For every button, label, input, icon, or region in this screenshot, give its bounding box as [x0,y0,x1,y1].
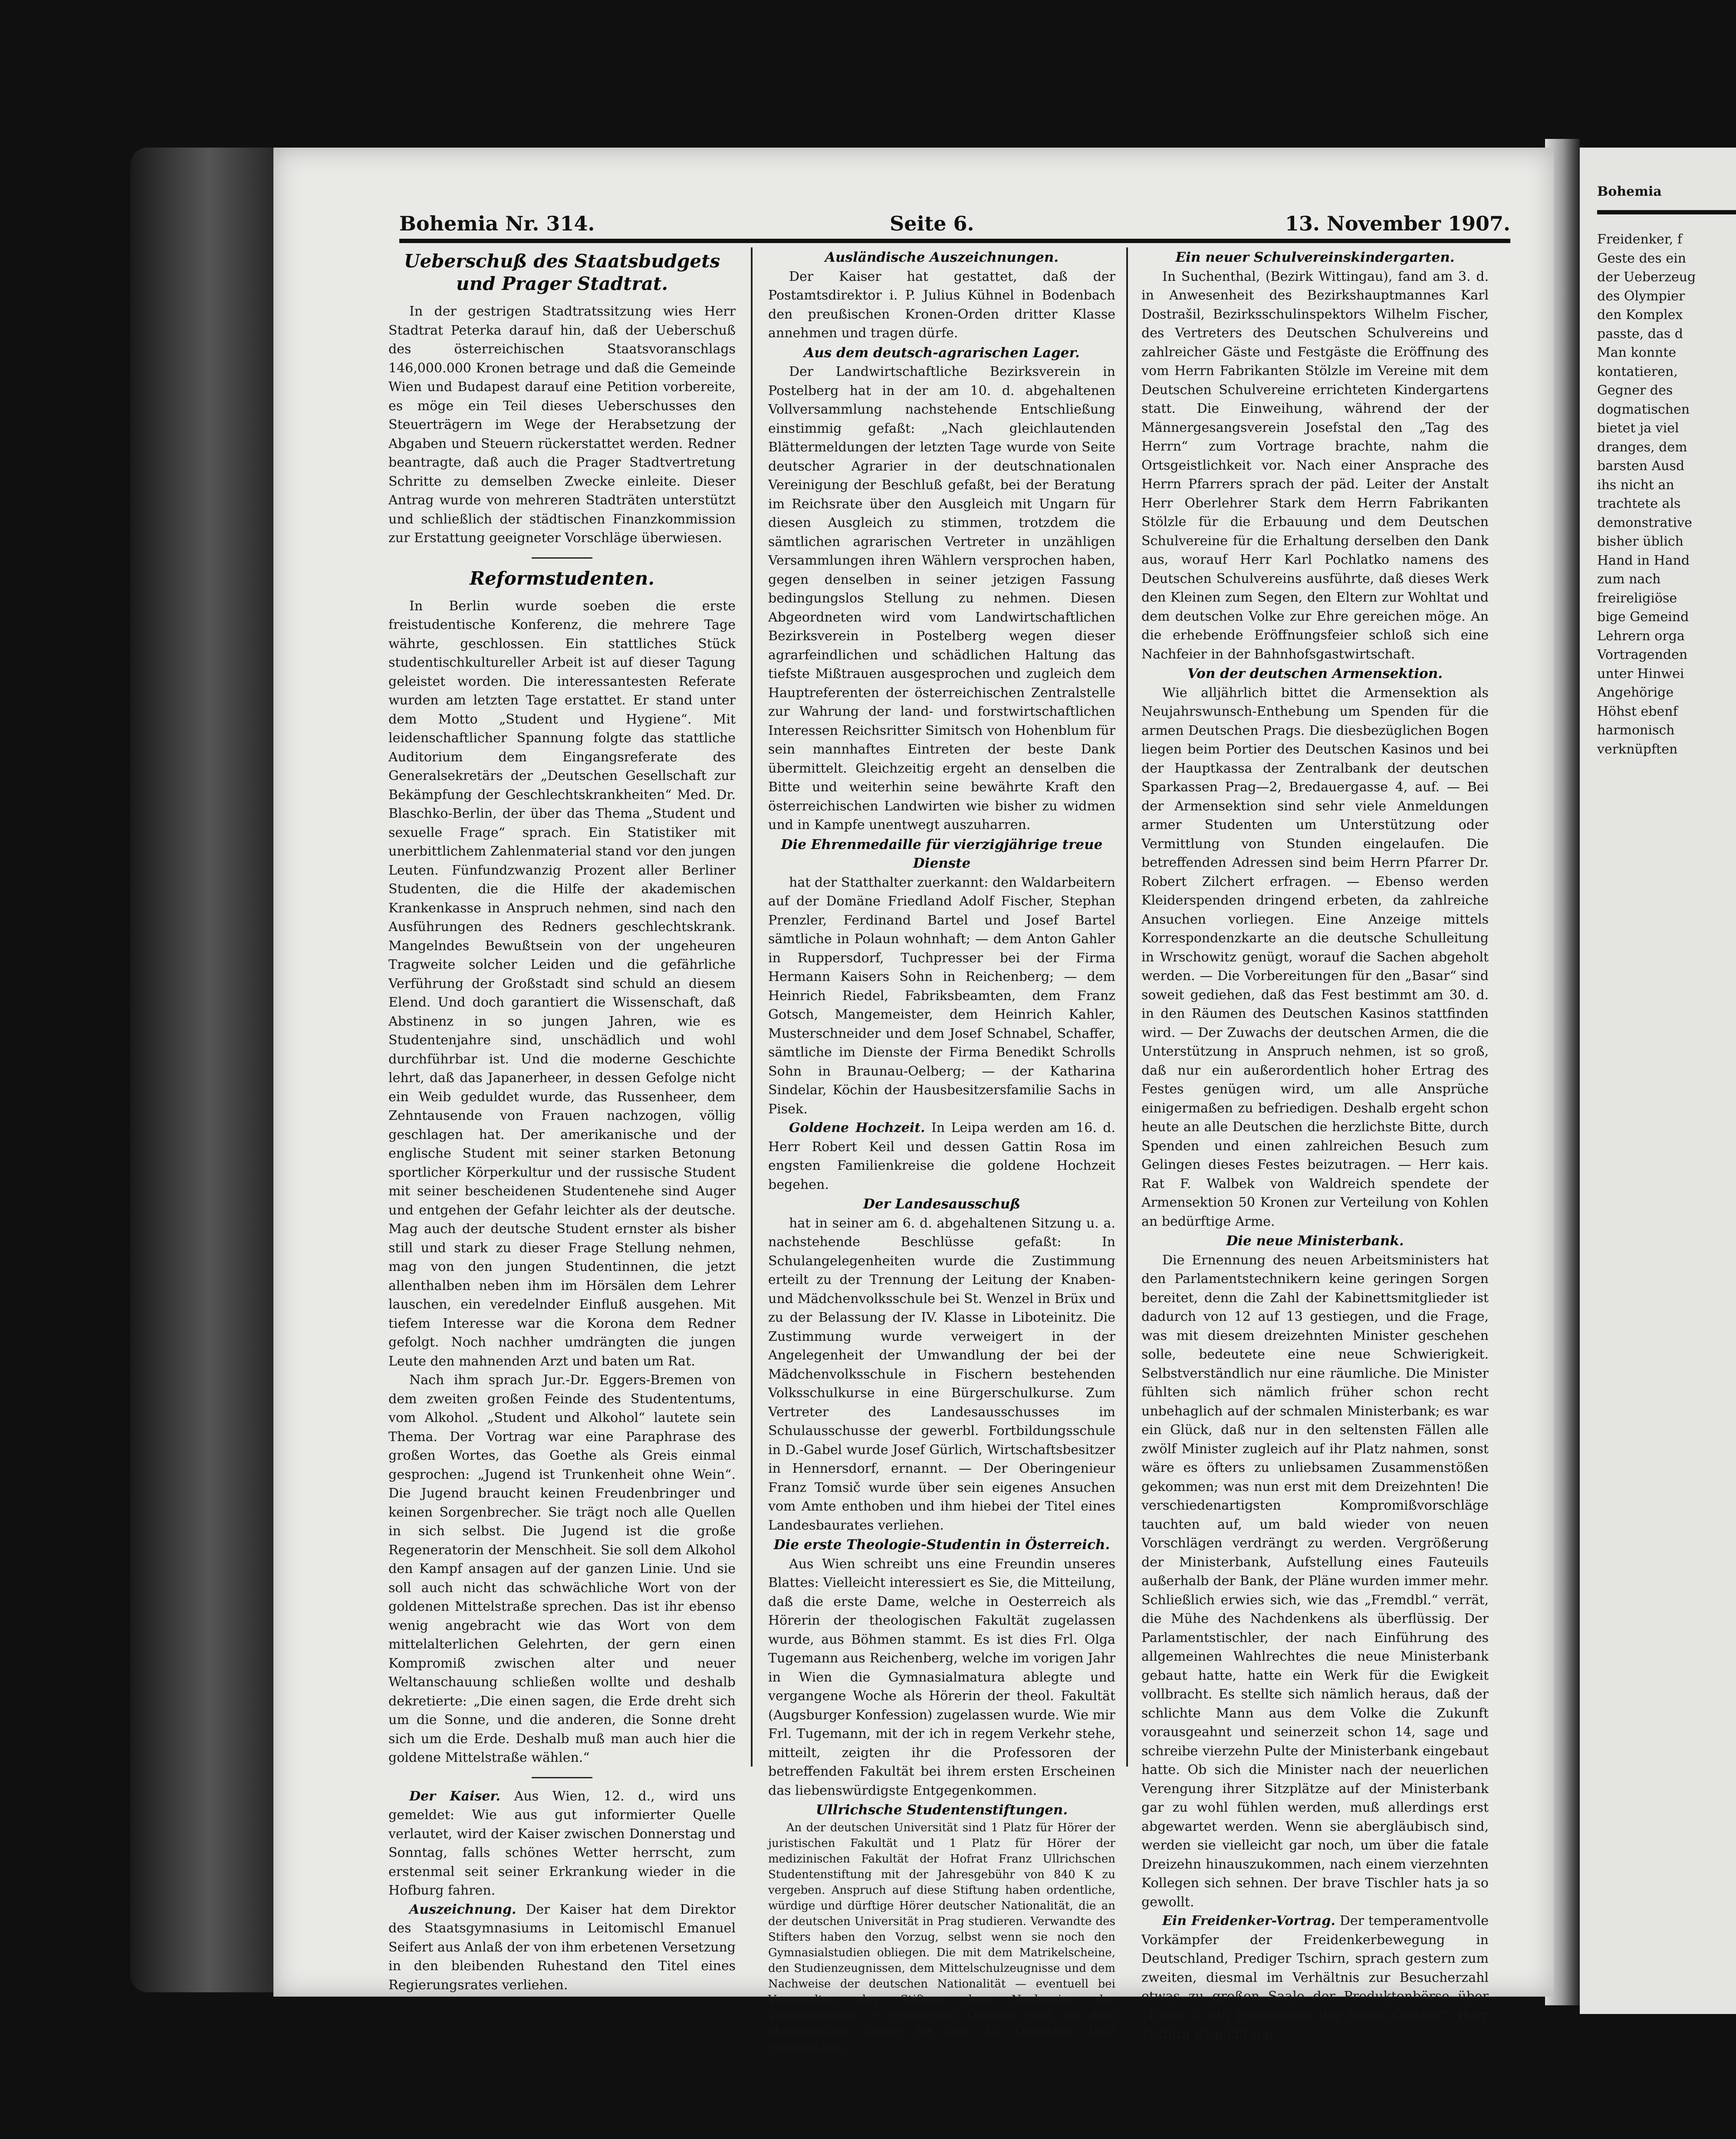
news-item-lead: Goldene Hochzeit. [789,1120,925,1135]
article-divider [532,557,592,559]
article-paragraph: Die Ernennung des neuen Arbeitsministers hat den Parlamentstechnikern keine geringen Sorgen bereitet, denn die Zahl der Kabinettsmitglieder ist dadurch von 12 auf 13 gestiegen, und die Frage, was mit diesem dreizehnten Minister geschehen solle, bedeutete eine neue Schwierigkeit. Selbstverständlich nur eine räumliche. Die Minister fühlten sich nämlich früher schon recht unbehaglich auf der schmalen Ministerbank; es war ein Glück, daß nur in den seltensten Fällen alle zwölf Minister zugleich auf ihr Platz nahmen, sonst wäre es öfters zu unliebsamen Zusammenstößen gekommen; was nun erst mit dem Dreizehnten! Die verschiedenartigsten Kompromißvorschläge tauchten auf, um bald wieder von neuen Vorschlägen verdrängt zu werden. Vergrößerung der Ministerbank, Aufstellung eines Fauteuils außerhalb der Bank, der Pläne wurden immer mehr. Schließlich erwies sich, wie das „Fremdbl.“ verrät, die Mühe des Nachdenkens als überflüssig. Der Parlamentstischler, der nach Einführung des allgemeinen Wahlrechtes die neue Ministerbank gebaut hatte, hatte ein Werk für die Ewigkeit vollbracht. Es stellte sich nämlich heraus, daß der schlichte Mann aus dem Volke die Zukunft vorausgeahnt und seinerzeit schon 14, sage und schreibe vierzehn Pulte der Ministerbank eingebaut hatte. Ob sich die Minister nach der neuerlichen Verengung ihrer Sitzplätze auf der Ministerbank gar zu wohl fühlen werden, muß allerdings erst abgewartet werden. Wenn sie abergläubisch sind, werden sie vielleicht gar noch, um über die fatale Dreizehn hinauszukommen, nach einem vierzehnten Kollegen sich sehnen. Der brave Tischler hats ja so gewollt. [1141,1252,1489,1910]
section-heading: Der Landesausschuß [863,1196,1021,1212]
section-heading: Von der deutschen Armensektion. [1187,666,1443,681]
adjacent-page-text [1597,230,1736,759]
adjacent-page-line: kontatieren, [1597,364,1678,379]
adjacent-page-line: Geste des ein [1597,250,1687,266]
header-page-number: Seite 6. [890,212,974,235]
adjacent-page-line: des Olympier [1597,288,1685,304]
column-rule [751,247,753,1767]
article-paragraph: Wie alljährlich bittet die Armensektion als Neujahrswunsch-Enthebung um Spenden für die armen Deutschen Prags. Die diesbezüglichen Bogen liegen beim Portier des Deutschen Kasinos und bei der Hauptkassa der Zentralbank der deutschen Sparkassen Prag—2, Bredauergasse 4, auf. — Bei der Armensektion sind sehr viele Anmeldungen armer Studenten um Unterstützung oder Vermittlung von Stunden eingelaufen. Die betreffenden Adressen sind beim Herrn Pfarrer Dr. Robert Zilchert erfragen. — Ebenso werden Kleiderspenden dringend erbeten, da zahlreiche Ansuchen vorliegen. Eine Anzeige mittels Korrespondenzkarte an die deutsche Schulleitung in Wrschowitz genügt, worauf die Sachen abgeholt werden. — Die Vorbereitungen für den „Basar“ sind soweit gediehen, daß das Fest bestimmt am 30. d. in den Räumen des Deutschen Kasinos stattfinden wird. — Der Zuwachs der deutschen Armen, die die Unterstützung in Anspruch nehmen, ist so groß, daß nur ein außerordentlich hoher Ertrag des Festes genügen wird, um alle Ansprüche einigermaßen zu befriedigen. Deshalb ergeht schon heute an alle Deutschen die herzlichste Bitte, durch Spenden und einen zahlreichen Besuch zum Gelingen dieses Festes beizutragen. — Herr kais. Rat F. Walbek von Waldreich spendete der Armensektion 50 Kronen zur Verteilung von Kohlen an bedürftige Arme. [1141,685,1489,1229]
news-item-lead: Auszeichnung. [409,1902,516,1917]
header-date: 13. November 1907. [1285,212,1510,235]
news-item [1141,1912,1489,2044]
article-divider [532,1777,592,1778]
news-item-lead: Ein Freidenker-Vortrag. [1162,1913,1335,1928]
header-masthead: Bohemia Nr. 314. [399,212,595,235]
adjacent-page-line: Gegner des [1597,383,1673,398]
adjacent-page-header: Bohemia [1597,182,1736,214]
article-paragraph: In Suchenthal, (Bezirk Wittingau), fand am 3. d. in Anwesenheit des Bezirkshauptmannes Karl Dostrašil, Bezirksschulinspektors Wilhelm Fischer, des Vertreters des Deutschen Schulvereins und zahlreicher Gäste und Festgäste die Eröffnung des vom Herrn Fabrikanten Stölzle im Vereine mit dem Deutschen Schulvereine errichteten Kindergartens statt. Die Einweihung, während der der Männergesangsverein Josefstal den „Tag des Herrn“ zum Vortrage brachte, nahm die Ortsgeistlichkeit vor. Nach einer Ansprache des Herrn Pfarrers sprach der päd. Leiter der Anstalt Herr Oberlehrer Stark dem Herrn Fabrikanten Stölzle für die Erbauung und dem Deutschen Schulvereine für die Erhaltung derselben den Dank aus, worauf Herr Karl Pochlatko namens des Deutschen Schulvereins ausführte, daß dieses Werk den Kleinen zum Segen, den Eltern zur Wohltat und dem deutschen Volke zur Ehre gereichen möge. An die erhebende Eröffnungsfeier schloß sich eine Nachfeier in der Bahnhofsgastwirtschaft. [1141,269,1489,662]
adjacent-page-line: verknüpften [1597,741,1678,757]
column-1 [388,247,736,1994]
adjacent-page-line: harmonisch [1597,723,1675,738]
column-3 [1141,247,1489,2044]
adjacent-page-line: Vortragenden [1597,647,1688,662]
section-heading: Die Ehrenmedaille für vierzigjährige treue Dienste [781,836,1103,871]
news-item [768,1119,1115,1194]
news-item-text: Aus Wien, 12. d., wird uns gemeldet: Wie aus gut informierter Quelle verlautet, wird der Kaiser zwischen Donnerstag und Sonntag, falls schönes Wetter herrscht, zum erstenmal seit seiner Erkrankung wieder in die Hofburg fahren. [388,1788,736,1898]
article-paragraph: Der Landwirtschaftliche Bezirksverein in Postelberg hat in der am 10. d. abgehaltenen Vollversammlung nachstehende Entschließung einstimmig gefaßt: „Nach gleichlautenden Blättermeldungen der letzten Tage wurde von Seite deutscher Agrarier in der deutschnationalen Vereinigung der Beschluß gefaßt, bei der Beratung im Reichsrate über den Ausgleich mit Ungarn für diesen Ausgleich zu stimmen, trotzdem die sämtlichen agrarischen Vertreter in unzähligen Versammlungen ihren Wählern versprochen haben, gegen denselben in seiner jetzigen Fassung bedingungslos Stellung zu nehmen. Diesen Abgeordneten wird vom Landwirtschaftlichen Bezirksverein in Postelberg wegen dieser agrarfeindlichen und schädlichen Haltung das tiefste Mißtrauen ausgesprochen und zugleich dem Hauptreferenten der österreichischen Zentralstelle zur Wahrung der land- und forstwirtschaftlichen Interessen Reichsritter Simitsch von Hohenblum für sein mannhaftes Eintreten der beste Dank übermittelt. Gleichzeitig ergeht an denselben die Bitte und weiterhin seine bewährte Kraft den österreichischen Landwirten wie bisher zu widmen und in Kampfe unentwegt auszuharren. [768,364,1115,833]
news-item-lead: Der Kaiser. [409,1788,500,1804]
news-item [388,1900,736,1995]
adjacent-page-line: Lehrern orga [1597,628,1685,644]
adjacent-page-line: Man konnte [1597,345,1677,360]
news-item-text: Der temperamentvolle Vorkämpfer der Freidenkerbewegung in Deutschland, Prediger Tschirn, sprach gestern zum zweiten, diesmal im Verhältnis zur Besucherzahl etwas zu großen Saale der Produktenbörse über „Faust — ein Evangelium der freien Geister“. Herr Tschirn ist nicht nur [1141,1913,1489,2042]
adjacent-page-line: ihs nicht an [1597,477,1674,493]
adjacent-page-line: Freidenker, f [1597,232,1682,247]
adjacent-page-line: bietet ja viel [1597,421,1679,436]
section-heading: Ullrichsche Studentenstiftungen. [815,1802,1068,1818]
adjacent-page-line: trachtete als [1597,496,1681,511]
section-heading: Die neue Ministerbank. [1226,1233,1404,1249]
adjacent-page-line: Angehörige [1597,685,1674,700]
section-heading: Ein neuer Schulvereinskindergarten. [1175,250,1455,265]
adjacent-page-line: der Ueberzeug [1597,270,1696,285]
adjacent-page-line: zum nach [1597,572,1661,587]
adjacent-page-line: dogmatischen [1597,401,1690,417]
article-paragraph: In Berlin wurde soeben die erste freistudentische Konferenz, die mehrere Tage währte, geschlossen. Ein stattliches Stück studentischkultureller Arbeit ist auf dieser Tagung geleistet worden. Die interessantesten Referate wurden am letzten Tage erstattet. Er stand unter dem Motto „Student und Hygiene“. Mit leidenschaftlicher Spannung folgte das stattliche Auditorium dem Eingangsreferate des Generalsekretärs der „Deutschen Gesellschaft zur Bekämpfung der Geschlechtskrankheiten“ Med. Dr. Blaschko-Berlin, der über das Thema „Student und sexuelle Frage“ sprach. Ein Statistiker mit unerbittlichem Zahlenmaterial stand vor den jungen Leuten. Fünfundzwanzig Prozent aller Berliner Studenten, die die Hilfe der akademischen Krankenkasse in Anspruch nehmen, sind nach den Ausführungen des Redners geschlechtskrank. Mangelndes Bewußtsein von der ungeheuren Tragweite solcher Leiden und die gefährliche Verführung der Großstadt sind schuld an diesem Elend. Und doch garantiert die Wissenschaft, daß Abstinenz in so jungen Jahren, wie es Studentenjahre sind, unschädlich und wohl durchführbar ist. Und die moderne Geschichte lehrt, daß das Japanerheer, in dessen Gefolge nicht ein Weib geduldet wurde, das Russenheer, dem Zehntausende von Frauen nachzogen, völlig geschlagen hat. Der amerikanische und der englische Student mit seiner starken Betonung sportlicher Körperkultur und der russische Student mit seiner bescheidenen Studentenehe sind Auger und entgehen der Gefahr leichter als der deutsche. Mag auch der deutsche Student ernster als bisher still und stark zu dieser Frage Stellung nehmen, mag von den jungen Studentinnen, die jetzt allenthalben neben ihm im Hörsälen dem Lehrer lauschen, ein veredelnder Einfluß ausgehen. Mit tiefem Interesse war die Korona dem Redner gefolgt. Noch nachher umdrängten die jungen Leute den mahnenden Arzt und baten um Rat. [388,598,736,1369]
article-paragraph: In der gestrigen Stadtratssitzung wies Herr Stadtrat Peterka darauf hin, daß der Ueberschuß des österreichischen Staatsvoranschlags 146,000.000 Kronen betrage und daß die Gemeinde Wien und Budapest darauf eine Petition vorbereite, es möge ein Teil dieses Ueberschusses den Steuerträgern im Wege der Herabsetzung der Abgaben und Steuern rückerstattet werden. Redner beantragte, daß auch die Prager Stadtvertretung Schritte zu demselben Zwecke einleite. Dieser Antrag wurde von mehreren Stadträten unterstützt und schließlich der städtischen Finanzkommission zur Erstattung geeigneter Vorschläge überwiesen. [388,304,736,546]
adjacent-page-line: freireligiöse [1597,590,1677,606]
adjacent-page-fragment [1580,148,1736,2014]
book-spine-edge [130,148,273,1992]
page-header [399,195,1510,243]
column-rule [1126,247,1128,1767]
adjacent-page-line: den Komplex [1597,307,1683,322]
adjacent-page-line: bisher üblich [1597,534,1683,549]
adjacent-page-line: Hand in Hand [1597,553,1690,568]
article-paragraph: hat in seiner am 6. d. abgehaltenen Sitzung u. a. nachstehende Beschlüsse gefaßt: In Schulangelegenheiten wurde die Zustimmung erteilt zu der Trennung der Leitung der Knaben- und Mädchenvolksschule bei St. Wenzel in Brüx und zu der Belassung der IV. Klasse in Liboteinitz. Die Zustimmung wurde verweigert in der Angelegenheit der Umwandlung der bei der Mädchenvolksschule in Fischern bestehenden Volksschulkurse in eine Bürgerschulkurse. Zum Vertreter des Landesausschusses im Schulausschusse der gewerbl. Fortbildungsschule in D.-Gabel wurde Josef Gürlich, Wirtschaftsbesitzer in Hennersdorf, ernannt. — Der Oberingenieur Franz Tomsič wurde über sein eigenes Ansuchen vom Amte enthoben und ihm hiebei der Titel eines Landesbaurates verliehen. [768,1215,1115,1533]
news-item [388,1787,736,1900]
article-paragraph: hat der Statthalter zuerkannt: den Waldarbeitern auf der Domäne Friedland Adolf Fischer, Stephan Prenzler, Ferdinand Bartel und Josef Bartel sämtliche in Polaun wohnhaft; — dem Anton Gahler in Ruppersdorf, Tuchpresser bei der Firma Hermann Kaisers Sohn in Reichenberg; — dem Heinrich Riedel, Fabriksbeamten, dem Franz Gotsch, Mangemeister, dem Heinrich Kahler, Musterschneider und dem Josef Schnabel, Schaffer, sämtliche im Dienste der Firma Benedikt Schrolls Sohn in Braunau-Oelberg; — der Katharina Sindelar, Köchin der Hausbesitzersfamilie Sachs in Pisek. [768,875,1115,1117]
adjacent-page-line: passte, das d [1597,326,1683,342]
article-paragraph: Aus Wien schreibt uns eine Freundin unseres Blattes: Vielleicht interessiert es Sie, die Mitteilung, daß die erste Dame, welche in Oesterreich als Hörerin der theologischen Fakultät zugelassen wurde, aus Böhmen stammt. Es ist dies Frl. Olga Tugemann aus Reichenberg, welche im vorigen Jahr in Wien die Gymnasialmatura ablegte und vergangene Woche als Hörerin der theol. Fakultät (Augsburger Konfession) zugelassen wurde. Wie mir Frl. Tugemann, mit der ich in regem Verkehr stehe, mitteilt, zeigten ihr die Professoren der betreffenden Fakultät bei ihrem ersten Erscheinen das liebenswürdigste Entgegenkommen. [768,1556,1115,1798]
adjacent-page-line: unter Hinwei [1597,666,1684,681]
article-headline: Ueberschuß des Staatsbudgets und Prager Stadtrat. [404,250,720,294]
article-paragraph: Der Kaiser hat gestattet, daß der Postamtsdirektor i. P. Julius Kühnel in Bodenbach den preußischen Kronen-Orden dritter Klasse annehmen und tragen dürfe. [768,269,1115,341]
adjacent-page-line: demonstrative [1597,515,1692,530]
adjacent-page-line: bige Gemeind [1597,609,1689,625]
newspaper-page [273,148,1554,2053]
section-heading: Die erste Theologie-Studentin in Österreich. [773,1537,1110,1553]
article-headline: Reformstudenten. [470,567,654,589]
adjacent-page-line: barsten Ausd [1597,458,1685,474]
article-paragraph: Nach ihm sprach Jur.-Dr. Eggers-Bremen von dem zweiten großen Feinde des Studententums, vom Alkohol. „Student und Alkohol“ lautete sein Thema. Der Vortrag war eine Paraphrase des großen Wortes, das Goethe als Greis einmal gesprochen: „Jugend ist Trunkenheit ohne Wein“. Die Jugend braucht keinen Freudenbringer und keinen Sorgenbrecher. Sie trägt noch alle Quellen in sich selbst. Die Jugend ist die große Regeneratorin der Menschheit. Sie soll dem Alkohol den Kampf ansagen auf der ganzen Linie. Und sie soll auch nicht das schwächliche Wort von der goldenen Mittelstraße sprechen. Das ist ihr ebenso wenig angebracht wie das Wort von dem mittelalterlichen Gelehrten, der gern einen Kompromiß zwischen alter und neuer Weltanschauung schließen wollte und deshalb dekretierte: „Die einen sagen, die Erde dreht sich um die Sonne, und die anderen, die Sonne dreht sich um die Erde. Deshalb muß man auch hier die goldene Mittelstraße wählen.“ [388,1372,736,1765]
article-paragraph: An der deutschen Universität sind 1 Platz für Hörer der juristischen Fakultät und 1 Platz für Hörer der medizinischen Fakultät der Hofrat Franz Ullrichschen Studentenstiftung mit der Jahresgebühr von 840 K zu vergeben. Anspruch auf diese Stiftung haben ordentliche, würdige und dürftige Hörer deutscher Nationalität, die an der deutschen Universität in Prag studieren. Verwandte des Stifters haben den Vorzug, selbst wenn sie noch den Gymnasialstudien obliegen. Die mit dem Matrikelscheine, den Studienzeugnissen, dem Mittelschulzeugnisse und dem Nachweise der deutschen Nationalität — eventuell bei Verwandten des Stifters dem Nachweise der Verwandtschaft — versehenen Gesuche sind bei dem akademischen Senate bis zum 15. Dezember 1907 einzureichen. [768,1821,1115,2053]
adjacent-page-line: Höhst ebenf [1597,704,1678,719]
section-heading: Aus dem deutsch-agrarischen Lager. [804,345,1080,361]
section-heading: Ausländische Auszeichnungen. [825,250,1059,265]
news-item-text: Der Kaiser hat dem Direktor des Staatsgymnasiums in Leitomischl Emanuel Seifert aus Anlaß der von ihm erbetenen Versetzung in den bleibenden Ruhestand den Titel eines Regierungsrates verliehen. [388,1902,736,1993]
news-item-text: In Leipa werden am 16. d. Herr Robert Keil und dessen Gattin Rosa im engsten Familienkreise die goldene Hochzeit begehen. [768,1120,1115,1192]
column-2 [768,247,1115,2054]
adjacent-page-line: dranges, dem [1597,439,1687,455]
